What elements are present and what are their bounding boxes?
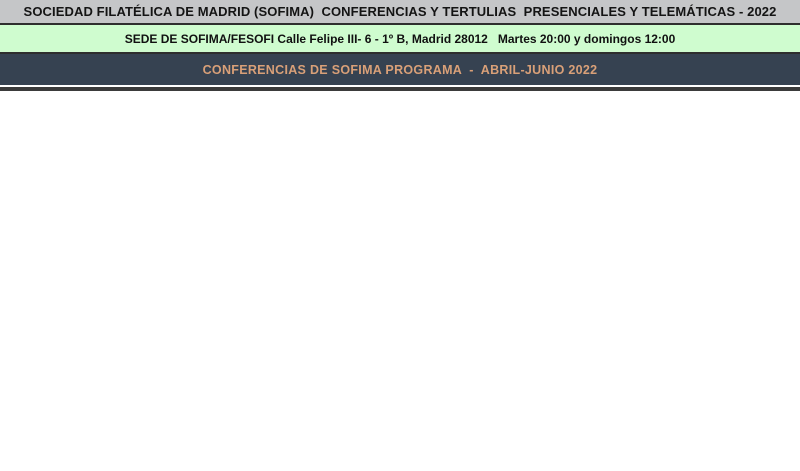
main-title-bar <box>0 0 800 25</box>
program-header-bar <box>0 54 800 85</box>
address-bar <box>0 25 800 54</box>
program-title: CONFERENCIAS DE SOFIMA PROGRAMA - ABRIL-JUNIO 2022 <box>202 62 598 77</box>
program-table-container <box>0 87 800 91</box>
page-title: SOCIEDAD FILATÉLICA DE MADRID (SOFIMA) CONFERENCIAS Y TERTULIAS PRESENCIALES Y TELEMÁTICAS - 2022 <box>23 4 777 19</box>
sede-address-text: SEDE DE SOFIMA/FESOFI Calle Felipe III- 6 - 1º B, Madrid 28012 Martes 20:00 y domingos 12:00 <box>124 31 676 46</box>
